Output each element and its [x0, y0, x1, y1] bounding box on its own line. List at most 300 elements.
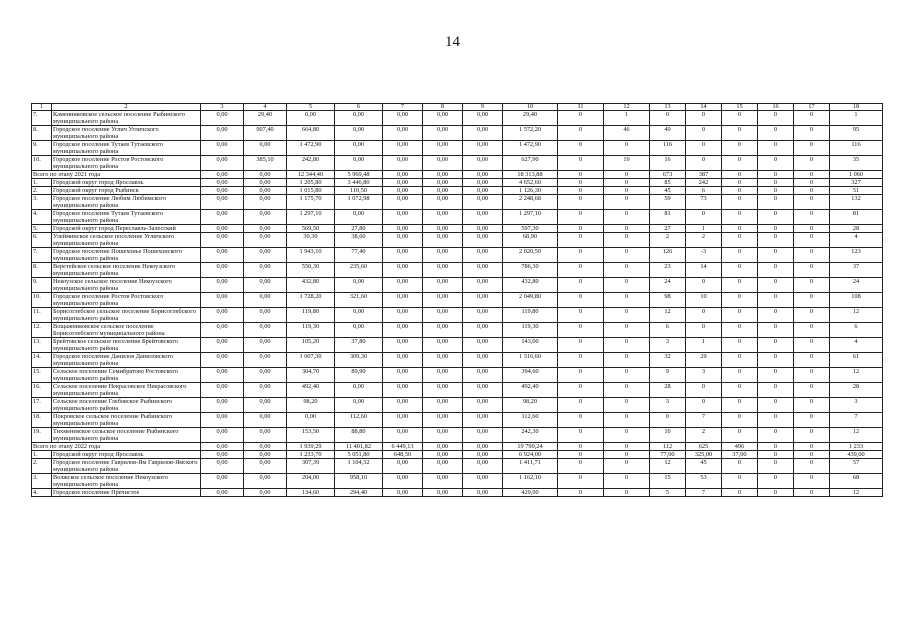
value-cell: 0,00 — [463, 263, 503, 278]
column-number-cell: 17 — [794, 104, 830, 111]
value-cell: 57 — [830, 459, 883, 474]
value-cell: 0,00 — [423, 451, 463, 459]
column-number-cell: 4 — [244, 104, 287, 111]
value-cell: 116 — [830, 141, 883, 156]
value-cell: 1 175,70 — [287, 195, 335, 210]
value-cell: 385,10 — [244, 156, 287, 171]
value-cell: 0 — [604, 398, 650, 413]
value-cell: 0 — [794, 278, 830, 293]
value-cell: 0 — [722, 428, 758, 443]
row-number: 14. — [32, 353, 52, 368]
value-cell: 0,00 — [201, 308, 244, 323]
table-row — [32, 413, 883, 428]
value-cell: 0 — [558, 323, 604, 338]
column-number-cell: 10 — [503, 104, 558, 111]
value-cell: 0,00 — [201, 428, 244, 443]
value-cell: 0 — [758, 451, 794, 459]
value-cell: 12 — [830, 368, 883, 383]
value-cell: 0 — [558, 398, 604, 413]
value-cell: 0,00 — [463, 179, 503, 187]
value-cell: 0 — [758, 225, 794, 233]
value-cell: 0,00 — [201, 179, 244, 187]
value-cell: 0,00 — [463, 398, 503, 413]
municipality-name: Брейтовское сельское поселение Брейтовского муниципального района — [52, 338, 201, 353]
municipality-name: Волжское сельское поселение Некоузского муниципального района — [52, 474, 201, 489]
value-cell: 0,00 — [201, 383, 244, 398]
value-cell: 119,80 — [503, 308, 558, 323]
value-cell: 119,80 — [287, 308, 335, 323]
value-cell: 24 — [830, 278, 883, 293]
value-cell: 0,00 — [463, 225, 503, 233]
value-cell: 0,00 — [244, 308, 287, 323]
value-cell: 0,00 — [244, 195, 287, 210]
value-cell: 1 728,20 — [287, 293, 335, 308]
stage-total-value: 0,00 — [201, 171, 244, 179]
value-cell: 0,00 — [423, 489, 463, 497]
value-cell: 0 — [794, 248, 830, 263]
row-number: 8. — [32, 126, 52, 141]
value-cell: 0,00 — [244, 398, 287, 413]
value-cell: 12 — [830, 428, 883, 443]
value-cell: 0 — [558, 459, 604, 474]
value-cell: 29,40 — [244, 111, 287, 126]
stage-total-value: 0,00 — [423, 171, 463, 179]
value-cell: 38,60 — [335, 233, 383, 248]
value-cell: 2 020,50 — [503, 248, 558, 263]
table-row — [32, 323, 883, 338]
value-cell: 81 — [830, 210, 883, 225]
value-cell: 0 — [722, 293, 758, 308]
row-number: 4. — [32, 489, 52, 497]
value-cell: 0 — [686, 308, 722, 323]
value-cell: 0 — [604, 263, 650, 278]
value-cell: 0 — [794, 383, 830, 398]
value-cell: 1 943,10 — [287, 248, 335, 263]
value-cell: 0,00 — [383, 248, 423, 263]
value-cell: 0 — [686, 141, 722, 156]
table-row — [32, 338, 883, 353]
row-number: 1. — [32, 179, 52, 187]
value-cell: 0,00 — [383, 474, 423, 489]
value-cell: 0 — [722, 210, 758, 225]
value-cell: 49 — [650, 126, 686, 141]
value-cell: 0 — [758, 368, 794, 383]
table-row — [32, 141, 883, 156]
value-cell: 0 — [558, 141, 604, 156]
value-cell: 0 — [604, 451, 650, 459]
column-number-cell: 5 — [287, 104, 335, 111]
value-cell: 6 924,00 — [503, 451, 558, 459]
value-cell: 0,00 — [201, 225, 244, 233]
value-cell: 1 472,90 — [503, 141, 558, 156]
value-cell: 0 — [722, 156, 758, 171]
value-cell: 0 — [758, 111, 794, 126]
value-cell: 394,60 — [503, 368, 558, 383]
table-row — [32, 459, 883, 474]
value-cell: 0 — [794, 323, 830, 338]
value-cell: 0,00 — [383, 368, 423, 383]
table-row — [32, 195, 883, 210]
value-cell: 2 — [686, 233, 722, 248]
table-row — [32, 353, 883, 368]
value-cell: 123 — [830, 248, 883, 263]
value-cell: 294,40 — [335, 489, 383, 497]
value-cell: 0 — [558, 278, 604, 293]
value-cell: 597,30 — [503, 225, 558, 233]
value-cell: 0 — [604, 225, 650, 233]
value-cell: 98,20 — [503, 398, 558, 413]
table-row — [32, 489, 883, 497]
value-cell: 0,00 — [463, 338, 503, 353]
value-cell: 0,00 — [383, 293, 423, 308]
value-cell: 0 — [794, 293, 830, 308]
stage-total-value: 0,00 — [463, 171, 503, 179]
value-cell: 0,00 — [423, 233, 463, 248]
value-cell: 439,00 — [830, 451, 883, 459]
value-cell: 0,00 — [335, 126, 383, 141]
value-cell: 0,00 — [463, 451, 503, 459]
value-cell: 3 — [830, 398, 883, 413]
value-cell: 0 — [758, 248, 794, 263]
value-cell: 153,50 — [287, 428, 335, 443]
value-cell: 0 — [604, 459, 650, 474]
value-cell: 27,80 — [335, 225, 383, 233]
value-cell: 1 233,70 — [287, 451, 335, 459]
value-cell: 0 — [758, 489, 794, 497]
municipality-name: Улейминское сельское поселение Угличского муниципального района — [52, 233, 201, 248]
value-cell: 0,00 — [201, 248, 244, 263]
value-cell: 0,00 — [244, 428, 287, 443]
value-cell: 0,00 — [383, 179, 423, 187]
value-cell: 0,00 — [244, 141, 287, 156]
table-row — [32, 210, 883, 225]
value-cell: 0,00 — [383, 459, 423, 474]
value-cell: 0 — [722, 248, 758, 263]
value-cell: 0,00 — [201, 293, 244, 308]
value-cell: 0,00 — [423, 111, 463, 126]
value-cell: 0 — [794, 338, 830, 353]
value-cell: 0 — [794, 308, 830, 323]
stage-total-row — [32, 171, 883, 179]
table-row — [32, 111, 883, 126]
value-cell: 1 007,30 — [287, 353, 335, 368]
table-row — [32, 248, 883, 263]
value-cell: 2 248,68 — [503, 195, 558, 210]
value-cell: 0 — [758, 308, 794, 323]
value-cell: 0,00 — [463, 308, 503, 323]
value-cell: 0 — [794, 233, 830, 248]
value-cell: 0 — [604, 141, 650, 156]
stage-total-value: 19 790,24 — [503, 443, 558, 451]
value-cell: 0 — [758, 459, 794, 474]
value-cell: 1 126,30 — [503, 187, 558, 195]
value-cell: 0 — [686, 210, 722, 225]
value-cell: 0 — [758, 156, 794, 171]
value-cell: 235,60 — [335, 263, 383, 278]
column-number-cell: 15 — [722, 104, 758, 111]
value-cell: 0 — [604, 278, 650, 293]
stage-total-label: Всего по этапу 2022 года — [32, 443, 201, 451]
value-cell: 0 — [794, 126, 830, 141]
value-cell: 0,00 — [201, 413, 244, 428]
municipality-name: Городское поселение Гаврилов-Ям Гаврилов-Ямского муниципального района — [52, 459, 201, 474]
value-cell: 0,00 — [423, 195, 463, 210]
table-row — [32, 156, 883, 171]
value-cell: 29,40 — [503, 111, 558, 126]
value-cell: 0 — [558, 338, 604, 353]
value-cell: 0,00 — [201, 398, 244, 413]
value-cell: 1 572,20 — [503, 126, 558, 141]
stage-total-value: 0,00 — [383, 171, 423, 179]
value-cell: 4 — [830, 233, 883, 248]
row-number: 15. — [32, 368, 52, 383]
value-cell: 4 652,60 — [503, 179, 558, 187]
housing-registry-table — [31, 103, 883, 497]
value-cell: 0 — [722, 459, 758, 474]
value-cell: 0,00 — [244, 489, 287, 497]
municipality-name: Городское поселение Ростов Ростовского муниципального района — [52, 156, 201, 171]
value-cell: 2 — [650, 233, 686, 248]
stage-total-value: 5 969,48 — [335, 171, 383, 179]
stage-total-value: 0,00 — [463, 443, 503, 451]
value-cell: 0,00 — [201, 187, 244, 195]
value-cell: 0,00 — [201, 156, 244, 171]
value-cell: 4 — [830, 338, 883, 353]
municipality-name: Городское поселение Любим Любимского муниципального района — [52, 195, 201, 210]
row-number: 2. — [32, 459, 52, 474]
column-number-cell: 6 — [335, 104, 383, 111]
value-cell: 0 — [686, 383, 722, 398]
column-number-cell: 9 — [463, 104, 503, 111]
value-cell: 1 205,80 — [287, 179, 335, 187]
value-cell: 492,40 — [503, 383, 558, 398]
value-cell: 0 — [722, 368, 758, 383]
value-cell: 0 — [758, 233, 794, 248]
value-cell: 0 — [758, 323, 794, 338]
value-cell: 10 — [686, 293, 722, 308]
column-number-cell: 2 — [52, 104, 201, 111]
value-cell: 1 104,32 — [335, 459, 383, 474]
value-cell: 0,00 — [383, 111, 423, 126]
table-row — [32, 368, 883, 383]
value-cell: 98,20 — [287, 398, 335, 413]
value-cell: 0,00 — [335, 111, 383, 126]
value-cell: 0,00 — [244, 293, 287, 308]
value-cell: 0 — [722, 474, 758, 489]
value-cell: 0 — [722, 383, 758, 398]
row-number: 16. — [32, 383, 52, 398]
value-cell: 0 — [604, 323, 650, 338]
value-cell: 0 — [604, 233, 650, 248]
value-cell: 0 — [722, 413, 758, 428]
value-cell: 0,00 — [423, 278, 463, 293]
value-cell: 0 — [558, 489, 604, 497]
value-cell: 0 — [686, 111, 722, 126]
value-cell: 0,00 — [423, 141, 463, 156]
value-cell: 321,60 — [335, 293, 383, 308]
value-cell: 0,00 — [423, 338, 463, 353]
row-number: 8. — [32, 263, 52, 278]
column-number-cell: 8 — [423, 104, 463, 111]
municipality-name: Городское поселение Данилов Даниловского муниципального района — [52, 353, 201, 368]
value-cell: 53 — [686, 474, 722, 489]
value-cell: 429,00 — [503, 489, 558, 497]
page-number: 14 — [445, 34, 460, 50]
value-cell: 132 — [830, 195, 883, 210]
municipality-name: Городской округ город Ярославль — [52, 451, 201, 459]
value-cell: 0,00 — [383, 323, 423, 338]
value-cell: 85 — [650, 179, 686, 187]
value-cell: 0,00 — [463, 474, 503, 489]
value-cell: 0 — [558, 233, 604, 248]
value-cell: 134,60 — [287, 489, 335, 497]
value-cell: 0 — [758, 413, 794, 428]
value-cell: 0,00 — [201, 353, 244, 368]
value-cell: 3 — [650, 338, 686, 353]
value-cell: 0 — [604, 179, 650, 187]
value-cell: 0,00 — [244, 451, 287, 459]
municipality-name: Каменниковское сельское поселение Рыбинского муниципального района — [52, 111, 201, 126]
value-cell: 0,00 — [423, 474, 463, 489]
value-cell: 0 — [758, 474, 794, 489]
table-row — [32, 428, 883, 443]
value-cell: 6 — [650, 323, 686, 338]
value-cell: 569,50 — [287, 225, 335, 233]
value-cell: 0 — [604, 308, 650, 323]
column-number-cell: 14 — [686, 104, 722, 111]
value-cell: 7 — [830, 413, 883, 428]
value-cell: 77,40 — [335, 248, 383, 263]
table-row — [32, 278, 883, 293]
row-number: 19. — [32, 428, 52, 443]
table-row — [32, 451, 883, 459]
value-cell: 0 — [558, 156, 604, 171]
value-cell: 0 — [686, 126, 722, 141]
value-cell: 0,00 — [244, 278, 287, 293]
row-number: 2. — [32, 187, 52, 195]
value-cell: 664,80 — [287, 126, 335, 141]
value-cell: 0,00 — [201, 141, 244, 156]
value-cell: 0,00 — [244, 263, 287, 278]
value-cell: 0,00 — [244, 413, 287, 428]
value-cell: 0 — [794, 413, 830, 428]
value-cell: 61 — [830, 353, 883, 368]
column-number-cell: 16 — [758, 104, 794, 111]
value-cell: 0,00 — [423, 156, 463, 171]
value-cell: 0 — [758, 428, 794, 443]
value-cell: 0,00 — [244, 459, 287, 474]
value-cell: 242,30 — [503, 428, 558, 443]
value-cell: 0 — [794, 353, 830, 368]
value-cell: 119,30 — [503, 323, 558, 338]
value-cell: 143,00 — [503, 338, 558, 353]
value-cell: 0,00 — [201, 263, 244, 278]
municipality-name: Сельское поселение Семибратово Ростовского муниципального района — [52, 368, 201, 383]
table-row — [32, 126, 883, 141]
value-cell: 0,00 — [383, 141, 423, 156]
value-cell: 0,00 — [423, 210, 463, 225]
value-cell: 0 — [722, 141, 758, 156]
value-cell: 0 — [794, 225, 830, 233]
value-cell: -3 — [686, 248, 722, 263]
value-cell: 108 — [830, 293, 883, 308]
value-cell: 432,80 — [287, 278, 335, 293]
table-row — [32, 308, 883, 323]
value-cell: 0,00 — [201, 451, 244, 459]
value-cell: 0 — [604, 428, 650, 443]
row-number: 18. — [32, 413, 52, 428]
value-cell: 30,30 — [287, 233, 335, 248]
value-cell: 0,00 — [383, 398, 423, 413]
value-cell: 98 — [650, 293, 686, 308]
row-number: 12. — [32, 323, 52, 338]
value-cell: 0,00 — [201, 338, 244, 353]
value-cell: 0 — [794, 263, 830, 278]
row-number: 7. — [32, 248, 52, 263]
value-cell: 0 — [686, 323, 722, 338]
value-cell: 0,00 — [383, 225, 423, 233]
value-cell: 0 — [722, 233, 758, 248]
value-cell: 0 — [604, 383, 650, 398]
value-cell: 7 — [686, 489, 722, 497]
value-cell: 0 — [722, 489, 758, 497]
value-cell: 0,00 — [335, 156, 383, 171]
value-cell: 309,30 — [335, 353, 383, 368]
value-cell: 0 — [604, 368, 650, 383]
value-cell: 0 — [722, 225, 758, 233]
value-cell: 0 — [558, 111, 604, 126]
value-cell: 0,00 — [383, 489, 423, 497]
value-cell: 0,00 — [201, 111, 244, 126]
value-cell: 0,00 — [335, 398, 383, 413]
value-cell: 0 — [604, 353, 650, 368]
stage-total-value: 0,00 — [244, 443, 287, 451]
value-cell: 0,00 — [463, 428, 503, 443]
value-cell: 0,00 — [244, 225, 287, 233]
value-cell: 0 — [604, 248, 650, 263]
value-cell: 1 072,98 — [335, 195, 383, 210]
value-cell: 0 — [686, 156, 722, 171]
value-cell: 0,00 — [463, 413, 503, 428]
value-cell: 627,90 — [503, 156, 558, 171]
value-cell: 0,00 — [423, 225, 463, 233]
value-cell: 0,00 — [423, 323, 463, 338]
value-cell: 0 — [604, 489, 650, 497]
value-cell: 0,00 — [383, 263, 423, 278]
value-cell: 0,00 — [463, 489, 503, 497]
value-cell: 0,00 — [287, 111, 335, 126]
value-cell: 0,00 — [423, 428, 463, 443]
value-cell: 0,00 — [383, 383, 423, 398]
row-number: 3. — [32, 195, 52, 210]
value-cell: 15 — [650, 474, 686, 489]
value-cell: 0 — [794, 111, 830, 126]
row-number: 11. — [32, 308, 52, 323]
value-cell: 0 — [722, 111, 758, 126]
municipality-name: Городское поселение Пошехонье Пошехонского муниципального района — [52, 248, 201, 263]
value-cell: 0,00 — [383, 278, 423, 293]
value-cell: 28 — [830, 383, 883, 398]
value-cell: 0,00 — [201, 210, 244, 225]
value-cell: 29 — [686, 353, 722, 368]
value-cell: 0 — [794, 398, 830, 413]
municipality-name: Городское поселение Пречистое — [52, 489, 201, 497]
municipality-name: Сельское поселение Некрасовское Некрасовского муниципального района — [52, 383, 201, 398]
value-cell: 0 — [558, 248, 604, 263]
value-cell: 0 — [558, 210, 604, 225]
table-row — [32, 474, 883, 489]
value-cell: 2 049,80 — [503, 293, 558, 308]
